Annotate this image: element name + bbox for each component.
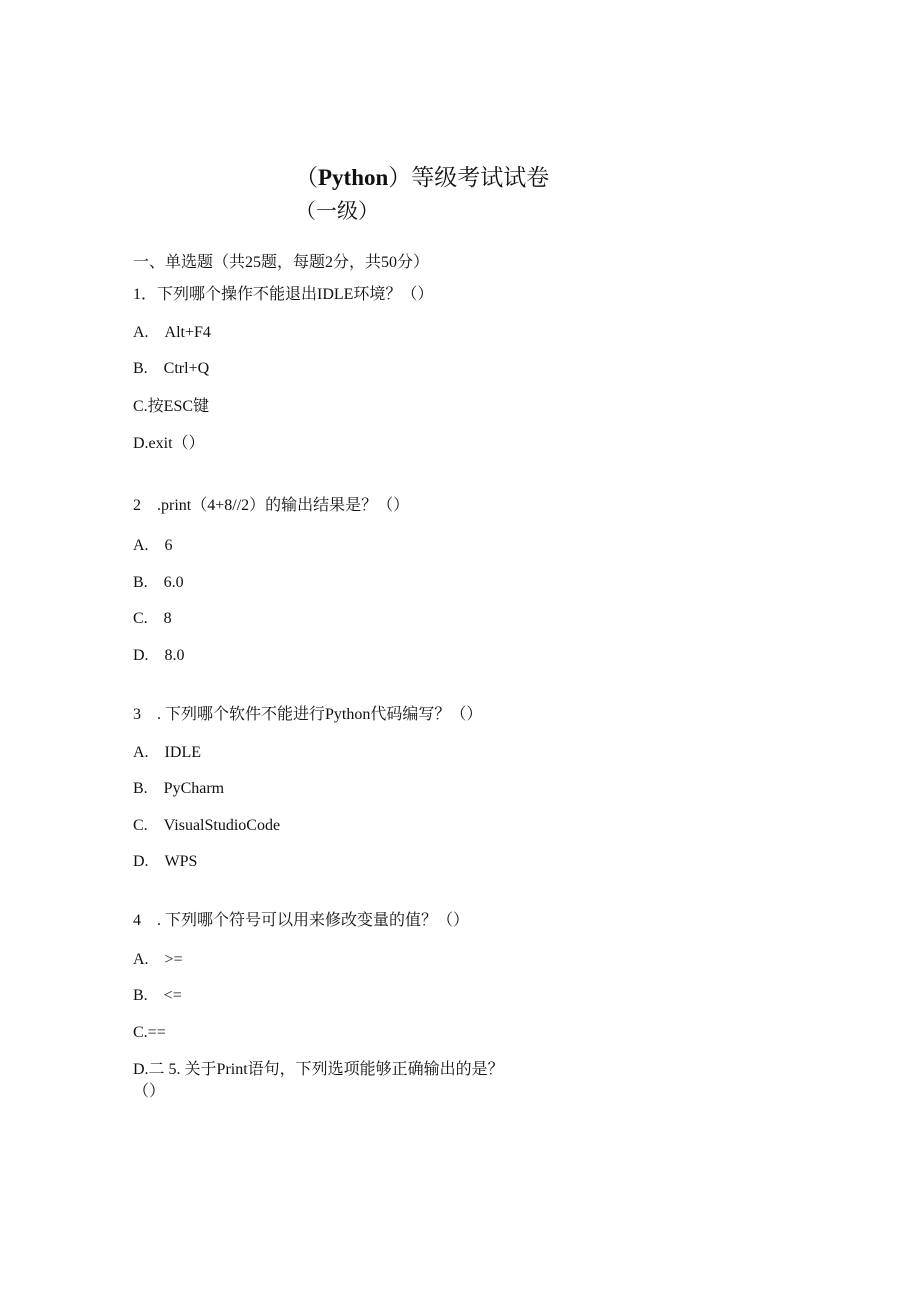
question-5-answer-paren: （） — [133, 1083, 166, 1100]
question-1-option-a: A. Alt+F4 — [133, 324, 211, 341]
question-4-option-b: B. <= — [133, 987, 182, 1004]
exam-level: （一级） — [295, 199, 379, 223]
question-2-option-b: B. 6.0 — [133, 574, 184, 591]
title-open-paren: （ — [295, 165, 318, 190]
question-1-option-c: C.按ESC键 — [133, 398, 210, 415]
question-2-option-a: A. 6 — [133, 537, 173, 554]
section-heading: 一、单选题（共25题，每题2分，共50分） — [133, 254, 430, 271]
question-3-stem: 3 . 下列哪个软件不能进行Python代码编写？（） — [133, 706, 483, 723]
question-3-option-c: C. VisualStudioCode — [133, 817, 281, 834]
exam-title — [295, 163, 549, 193]
question-1-option-d: D.exit（） — [133, 435, 205, 452]
question-1-stem: 1．下列哪个操作不能退出IDLE环境？（） — [133, 286, 434, 303]
title-subject: Python — [318, 165, 389, 190]
question-3-option-a: A. IDLE — [133, 744, 201, 761]
question-4-option-a: A. >= — [133, 951, 183, 968]
question-4-option-d-and-question-5-stem: D.二 5. 关于Print语句，下列选项能够正确输出的是？ — [133, 1061, 504, 1078]
question-2-option-c: C. 8 — [133, 610, 172, 627]
title-rest: ）等级考试试卷 — [388, 165, 550, 190]
question-2-stem: 2 .print（4+8//2）的输出结果是？（） — [133, 497, 410, 514]
question-1-option-b: B. Ctrl+Q — [133, 360, 210, 377]
question-3-option-b: B. PyCharm — [133, 780, 225, 797]
question-2-option-d: D. 8.0 — [133, 647, 185, 664]
question-4-stem: 4 . 下列哪个符号可以用来修改变量的值？（） — [133, 912, 470, 929]
question-3-option-d: D. WPS — [133, 853, 198, 870]
question-4-option-c: C.== — [133, 1024, 166, 1041]
